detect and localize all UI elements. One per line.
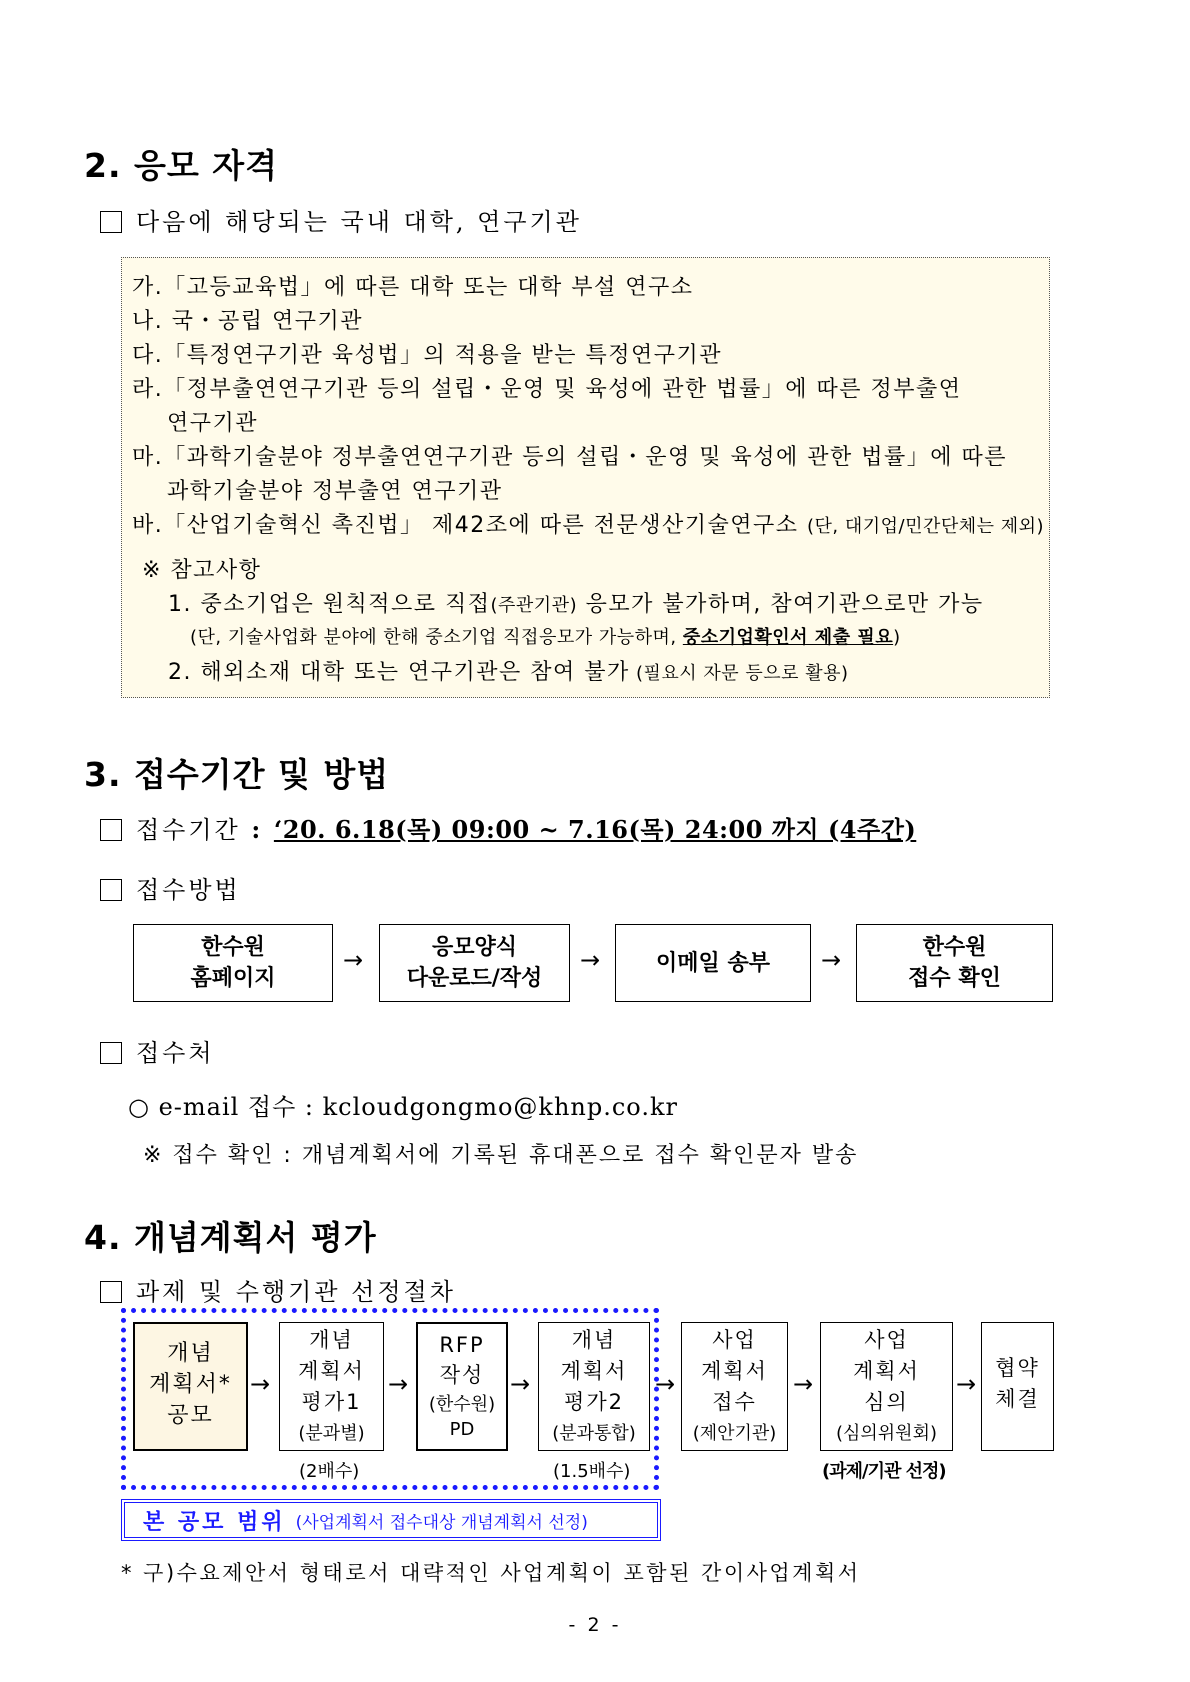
section2-bullet: 다음에 해당되는 국내 대학, 연구기관 bbox=[100, 202, 582, 237]
page-number: - 2 - bbox=[568, 1614, 622, 1636]
caption-1-5x: (1.5배수) bbox=[553, 1461, 631, 1482]
confirm-note: ※ 접수 확인 : 개념계획서에 기록된 휴대폰으로 접수 확인문자 발송 bbox=[143, 1143, 859, 1168]
selection-procedure: 과제 및 수행기관 선정절차 bbox=[100, 1272, 456, 1307]
arrow-icon: → bbox=[343, 946, 364, 974]
item-na: 나. 국・공립 연구기관 bbox=[132, 309, 363, 334]
section3-title: 3. 접수기간 및 방법 bbox=[84, 755, 390, 794]
item-ra-cont: 연구기관 bbox=[167, 411, 259, 436]
item-ga: 가.「고등교육법」에 따른 대학 또는 대학 부설 연구소 bbox=[132, 275, 694, 300]
item-da: 다.「특정연구기관 육성법」의 적용을 받는 특정연구기관 bbox=[132, 343, 723, 368]
arrow-icon: → bbox=[956, 1370, 977, 1398]
step-concept-eval1: 개념 계획서 평가1 (분과별) bbox=[279, 1322, 384, 1451]
footnote: * 구)수요제안서 형태로서 대략적인 사업계획이 포함된 간이사업계획서 bbox=[121, 1561, 861, 1585]
caption-selection: (과제/기관 선정) bbox=[822, 1461, 946, 1482]
item-ra: 라.「정부출연연구기관 등의 설립・운영 및 육성에 관한 법률」에 따른 정부출연 bbox=[132, 377, 962, 402]
reception-period: 접수기간 : ‘20. 6.18(목) 09:00 ~ 7.16(목) 24:00 까지 (4주간) bbox=[100, 810, 916, 845]
section2-title: 2. 응모 자격 bbox=[84, 146, 278, 185]
step-rfp: RFP 작성 (한수원) PD bbox=[416, 1322, 508, 1451]
checkbox-square-icon bbox=[100, 211, 122, 233]
arrow-icon: → bbox=[388, 1370, 409, 1398]
caption-2x: (2배수) bbox=[299, 1461, 360, 1482]
period-value: ‘20. 6.18(목) 09:00 ~ 7.16(목) 24:00 까지 (4주간) bbox=[273, 815, 917, 844]
checkbox-square-icon bbox=[100, 1042, 122, 1064]
item-ma: 마.「과학기술분야 정부출연연구기관 등의 설립・운영 및 육성에 관한 법률」에 따른 bbox=[132, 445, 1008, 470]
checkbox-square-icon bbox=[100, 879, 122, 901]
reception-method: 접수방법 bbox=[100, 870, 241, 905]
step-concept-eval2: 개념 계획서 평가2 (분과통합) bbox=[538, 1322, 650, 1451]
reference-1: 1. 중소기업은 원칙적으로 직접(주관기관) 응모가 불가하며, 참여기관으로만 가능 bbox=[168, 592, 984, 617]
arrow-icon: → bbox=[821, 946, 842, 974]
item-ba: 바.「산업기술혁신 촉진법」 제42조에 따른 전문생산기술연구소 (단, 대기업/민간단체는 제외) bbox=[132, 513, 1045, 538]
step-business-plan-review: 사업 계획서 심의 (심의위원회) bbox=[820, 1322, 953, 1451]
item-ma-cont: 과학기술분야 정부출연 연구기관 bbox=[167, 479, 503, 504]
reference-title: ※ 참고사항 bbox=[142, 558, 262, 583]
arrow-icon: → bbox=[510, 1370, 531, 1398]
email-line: ○ e-mail 접수 : kcloudgongmo@khnp.co.kr bbox=[128, 1093, 678, 1121]
arrow-icon: → bbox=[655, 1370, 676, 1398]
flow-step-email: 이메일 송부 bbox=[615, 924, 811, 1002]
arrow-icon: → bbox=[250, 1370, 271, 1398]
checkbox-square-icon bbox=[100, 1281, 122, 1303]
arrow-icon: → bbox=[793, 1370, 814, 1398]
flow-step-confirm: 한수원 접수 확인 bbox=[856, 924, 1053, 1002]
reference-1-note: (단, 기술사업화 분야에 한해 중소기업 직접응모가 가능하며, 중소기업확인서 제출 필요) bbox=[190, 627, 901, 648]
reception-place: 접수처 bbox=[100, 1033, 215, 1068]
flow-step-download: 응모양식 다운로드/작성 bbox=[379, 924, 570, 1002]
section4-title: 4. 개념계획서 평가 bbox=[84, 1218, 377, 1257]
checkbox-square-icon bbox=[100, 819, 122, 841]
arrow-icon: → bbox=[580, 946, 601, 974]
flow-step-homepage: 한수원 홈페이지 bbox=[133, 924, 333, 1002]
step-agreement: 협약 체결 bbox=[981, 1322, 1054, 1451]
eligibility-box bbox=[121, 257, 1050, 698]
step-business-plan-receipt: 사업 계획서 접수 (제안기관) bbox=[681, 1322, 788, 1451]
scope-label-box: 본 공모 범위 (사업계획서 접수대상 개념계획서 선정) bbox=[121, 1499, 661, 1541]
step-concept-call: 개념 계획서* 공모 bbox=[133, 1322, 248, 1451]
reference-2: 2. 해외소재 대학 또는 연구기관은 참여 불가 (필요시 자문 등으로 활용) bbox=[168, 660, 849, 685]
